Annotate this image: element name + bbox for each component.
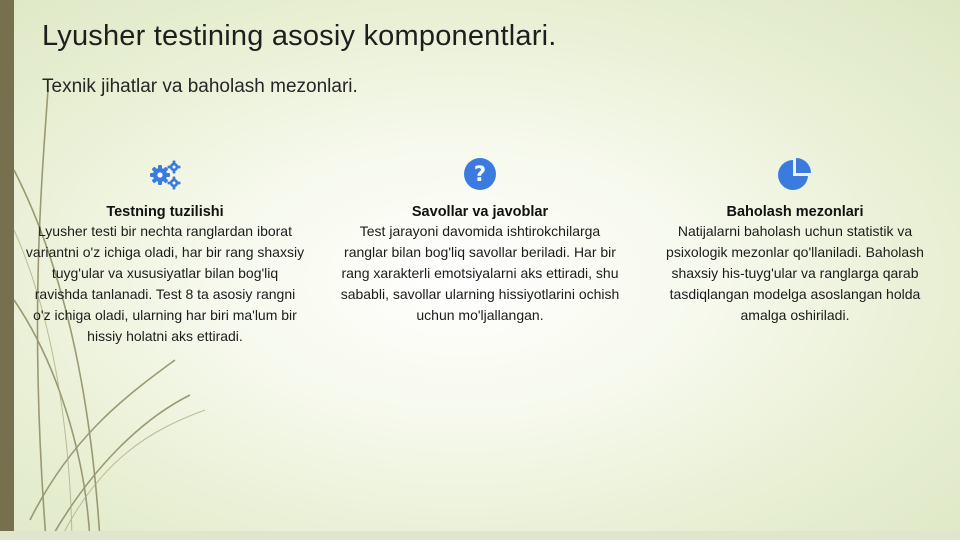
column-text: Test jarayoni davomida ishtirokchilarga ranglar bilan bog'liq savollar beriladi. Har bir rang xarakterli emotsiyalarni aks ettiradi, shu sababli, savollar ularning hissiyotlarini ochish uchun mo'ljallangan. xyxy=(340,223,620,323)
gears-icon xyxy=(147,156,183,192)
left-accent-bar xyxy=(0,0,14,540)
column-title: Baholash mezonlari xyxy=(726,204,864,220)
column-text: Lyusher testi bir nechta ranglardan iborat variantni o'z ichiga oladi, har bir rang shaxsiy tuyg'ular va xususiyatlar bilan bog'liq ravishda tanlanadi. Test 8 ta asosiy rangni o'z ichiga oladi, ularning har biri ma'lum bir hissiy holatni aks ettiradi. xyxy=(25,223,305,344)
svg-text:?: ? xyxy=(473,162,487,186)
slide-title: Lyusher testining asosiy komponentlari. xyxy=(42,20,557,52)
column-title: Savollar va javoblar xyxy=(411,204,549,220)
bottom-band xyxy=(0,531,960,540)
column-structure xyxy=(25,156,305,347)
slide-subtitle: Texnik jihatlar va baholash mezonlari. xyxy=(42,76,358,97)
column-text: Natijalarni baholash uchun statistik va psixologik mezonlar qo'llaniladi. Baholash shaxsiy his-tuyg'ular va ranglarga qarab tasdiqlangan modelga asoslangan holda amalga oshiriladi. xyxy=(666,223,924,323)
column-criteria xyxy=(655,156,935,326)
question-circle-icon xyxy=(462,156,498,192)
column-title: Testning tuzilishi xyxy=(106,204,224,220)
pie-chart-icon xyxy=(777,156,813,192)
column-questions xyxy=(340,156,620,326)
